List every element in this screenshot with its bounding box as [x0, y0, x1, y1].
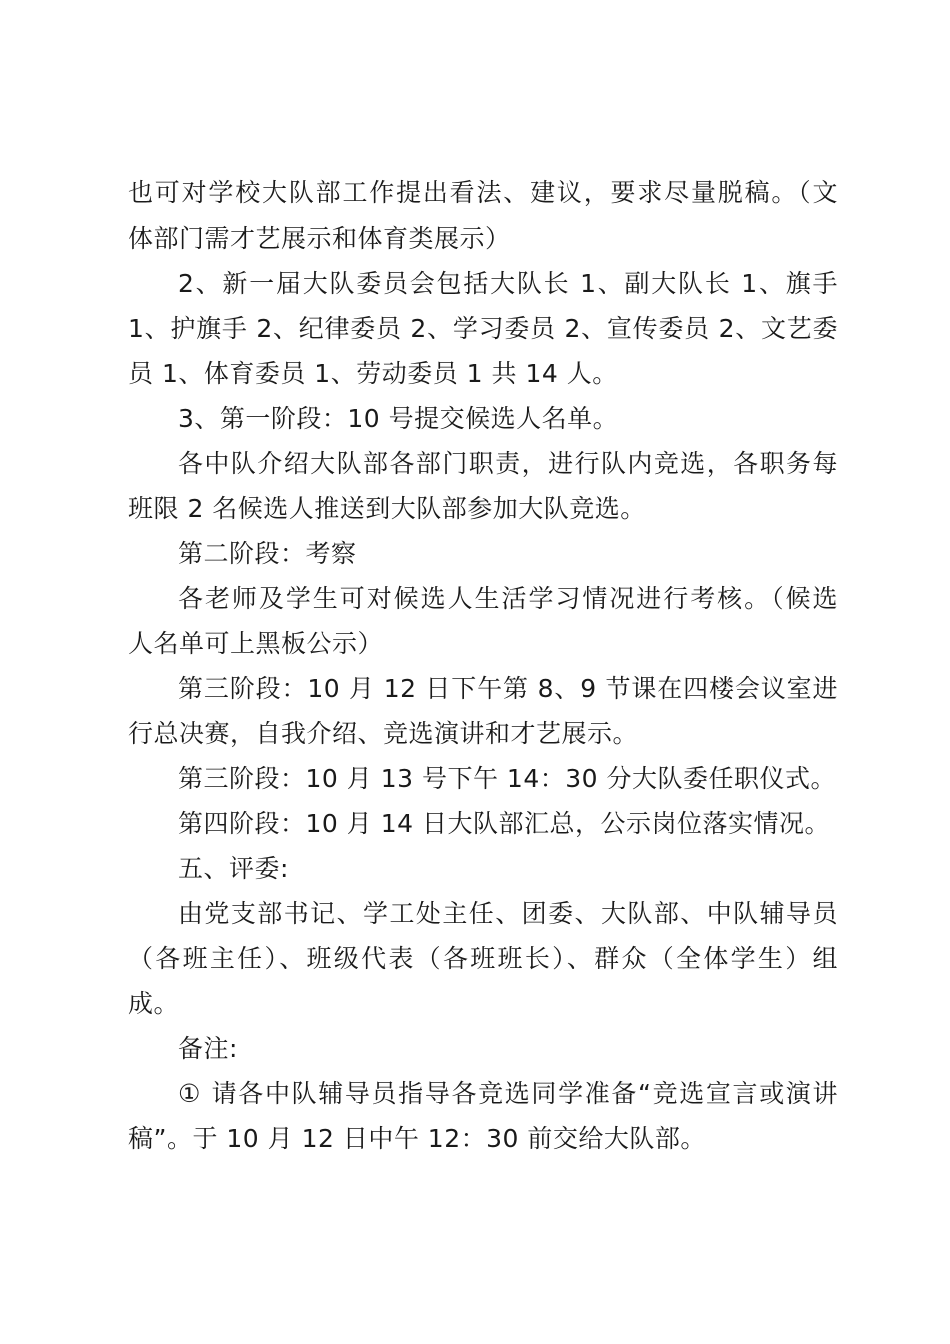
- paragraph-line: 3、第一阶段：10 号提交候选人名单。: [178, 404, 619, 433]
- note-heading: 备注:: [178, 1034, 238, 1063]
- paragraph-line: ① 请各中队辅导员指导各竞选同学准备“竞选宣言或演讲: [178, 1079, 838, 1108]
- paragraph-line: 班限 2 名候选人推送到大队部参加大队竞选。: [128, 494, 646, 523]
- paragraph-line: 第二阶段：考察: [178, 539, 357, 568]
- paragraph-line: 成。: [128, 989, 180, 1018]
- paragraph-line: 也可对学校大队部工作提出看法、建议，要求尽量脱稿。（文: [128, 178, 838, 207]
- paragraph-line: 员 1、体育委员 1、劳动委员 1 共 14 人。: [128, 359, 618, 388]
- paragraph-line: 第三阶段：10 月 13 号下午 14：30 分大队委任职仪式。: [178, 764, 836, 793]
- section-heading: 五、评委:: [178, 854, 289, 883]
- paragraph-line: 人名单可上黑板公示）: [128, 629, 384, 658]
- paragraph-line: 各中队介绍大队部各部门职责，进行队内竞选，各职务每: [178, 449, 838, 478]
- paragraph-line: 由党支部书记、学工处主任、团委、大队部、中队辅导员: [178, 899, 838, 928]
- paragraph-line: 行总决赛，自我介绍、竞选演讲和才艺展示。: [128, 719, 639, 748]
- paragraph-line: 第三阶段：10 月 12 日下午第 8、9 节课在四楼会议室进: [178, 674, 838, 703]
- paragraph-line: 稿”。于 10 月 12 日中午 12：30 前交给大队部。: [128, 1124, 706, 1153]
- paragraph-line: 1、护旗手 2、纪律委员 2、学习委员 2、宣传委员 2、文艺委: [128, 314, 838, 343]
- paragraph-line: 各老师及学生可对候选人生活学习情况进行考核。（候选: [178, 584, 838, 613]
- paragraph-line: 2、新一届大队委员会包括大队长 1、副大队长 1、旗手: [178, 269, 838, 298]
- paragraph-line: 体部门需才艺展示和体育类展示）: [128, 224, 511, 253]
- paragraph-line: （各班主任）、班级代表（各班班长）、群众（全体学生）组: [128, 944, 838, 973]
- paragraph-line: 第四阶段：10 月 14 日大队部汇总，公示岗位落实情况。: [178, 809, 830, 838]
